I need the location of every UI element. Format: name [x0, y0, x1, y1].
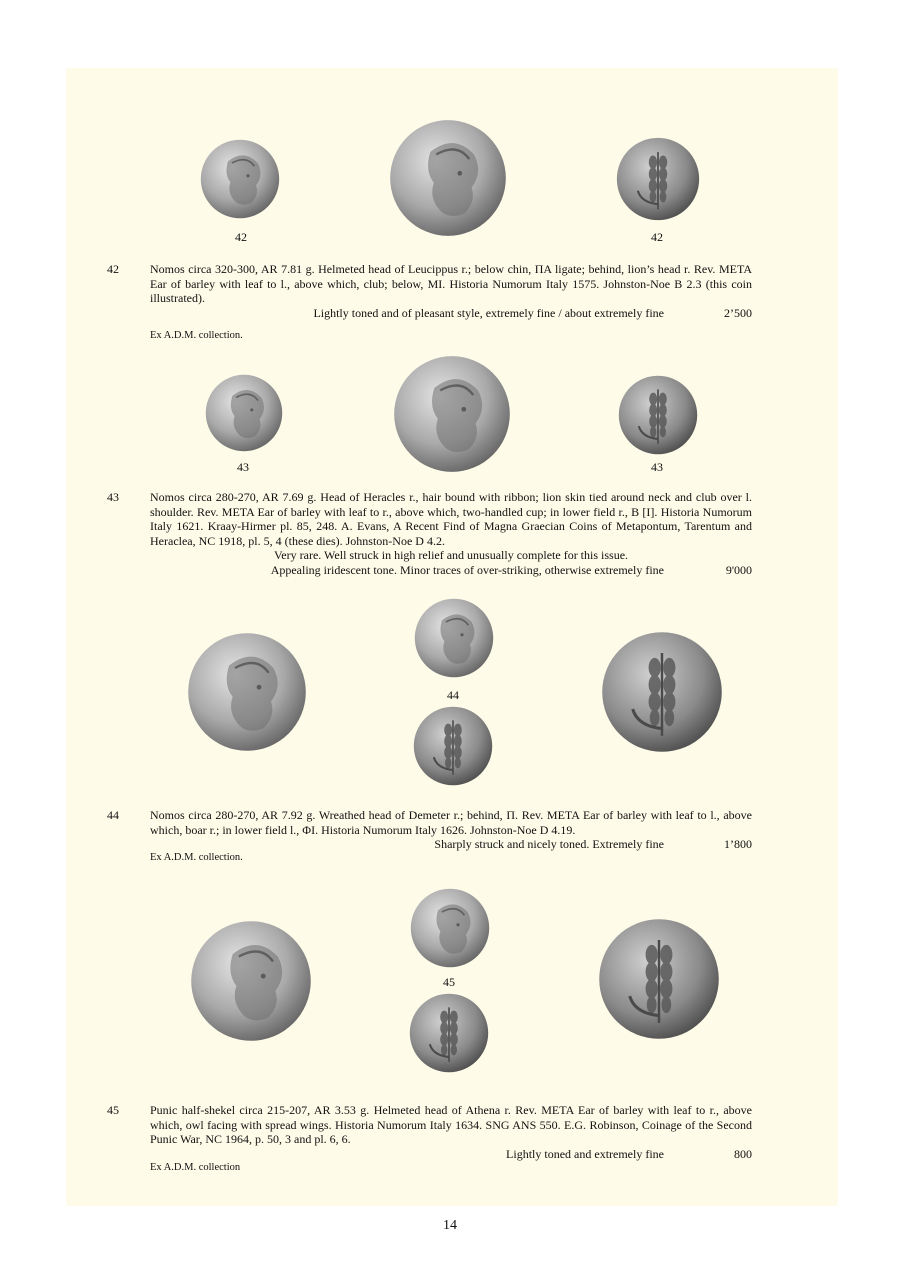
lot-number: 43: [107, 490, 119, 504]
page-number: 14: [443, 1218, 457, 1233]
lot-price: 2’500: [724, 305, 752, 320]
coin-44-obverse-enlarged: [186, 632, 308, 752]
coin-44-obverse: [412, 598, 496, 678]
lot-number: 44: [107, 808, 119, 822]
coin-45-obverse: [408, 888, 492, 968]
plate-label: 43: [651, 460, 663, 474]
coin-45-reverse: [408, 993, 490, 1073]
lot-44-entry: [107, 808, 752, 852]
coin-43-obverse-enlarged: [392, 355, 512, 473]
condition-line: [150, 837, 752, 852]
lot-43-entry: [107, 490, 752, 578]
lot-condition: Appealing iridescent tone. Minor traces of over-striking, otherwise extremely fine: [270, 562, 664, 577]
plate-label: 42: [235, 230, 247, 244]
lot-42-entry: [107, 262, 752, 320]
lot-condition: Lightly toned and of pleasant style, extremely fine / about extremely fine: [313, 305, 664, 320]
plate-label: 45: [443, 975, 455, 989]
lot-number: 45: [107, 1103, 119, 1117]
lot-provenance: Ex A.D.M. collection.: [150, 852, 243, 863]
coin-45-obverse-enlarged: [188, 920, 314, 1042]
lot-note: Very rare. Well struck in high relief and unusually complete for this issue.: [273, 548, 629, 563]
lot-provenance: Ex A.D.M. collection.: [150, 330, 243, 341]
lot-price: 1’800: [724, 837, 752, 852]
coin-44-reverse-enlarged: [601, 630, 723, 754]
lot-price: 800: [734, 1146, 752, 1161]
coin-42-obverse-enlarged: [389, 115, 507, 241]
plate-label: 44: [447, 688, 459, 702]
lot-description: Punic half-shekel circa 215-207, AR 3.53 g. Helmeted head of Athena r. Rev. META Ear of barley with leaf to r., above which, owl facing with spread wings. Historia Numorum Italy 1634. SNG ANS 550. E.G. Robinson, Coinage of the Second Punic War, NC 1964, p. 50, 3 and pl. 6, 6.: [150, 1103, 752, 1147]
coin-43-obverse-small: [203, 374, 285, 452]
lot-description: Nomos circa 280-270, AR 7.69 g. Head of Heracles r., hair bound with ribbon; lion skin tied around neck and club over l. shoulder. Rev. META Ear of barley with leaf to r., above which, two-handled cup; in lower field r., B [I]. Historia Numorum Italy 1621. Kraay-Hirmer pl. 85, 248. A. Evans, A Recent Find of Magna Graecian Coins of Metapontum, Tarentum and Heraclea, NC 1918, pl. 5, 4 (these dies). Johnston-Noe D 4.2.: [150, 490, 752, 548]
coin-44-reverse: [413, 706, 493, 786]
condition-line: [150, 306, 752, 321]
coin-45-reverse-enlarged: [597, 918, 721, 1040]
lot-price: 9'000: [725, 562, 752, 577]
lot-condition: Sharply struck and nicely toned. Extremely fine: [434, 837, 664, 852]
plate-label: 43: [237, 460, 249, 474]
lot-provenance: Ex A.D.M. collection: [150, 1162, 241, 1173]
coin-43-reverse: [618, 375, 698, 455]
coin-42-obverse-small: [200, 137, 280, 221]
lot-description: Nomos circa 320-300, AR 7.81 g. Helmeted head of Leucippus r.; below chin, ΠA ligate; behind, lion’s head r. Rev. META Ear of barley with leaf to l., above which, club; below, MI. Historia Numorum Italy 1575. Johnston-Noe B 2.3 (this coin illustrated).: [150, 262, 752, 306]
lot-description: Nomos circa 280-270, AR 7.92 g. Wreathed head of Demeter r.; behind, Π. Rev. META Ear of barley with leaf to l., above which, boar r.; in lower field l., ΦI. Historia Numorum Italy 1626. Johnston-Noe D 4.19.: [150, 808, 752, 837]
coin-42-reverse: [616, 137, 700, 221]
plate-label: 42: [651, 230, 663, 244]
lot-number: 42: [107, 262, 119, 276]
lot-condition: Lightly toned and extremely fine: [506, 1146, 664, 1161]
condition-line: [150, 1147, 752, 1162]
condition-line: [150, 563, 752, 578]
lot-45-entry: [107, 1103, 752, 1161]
